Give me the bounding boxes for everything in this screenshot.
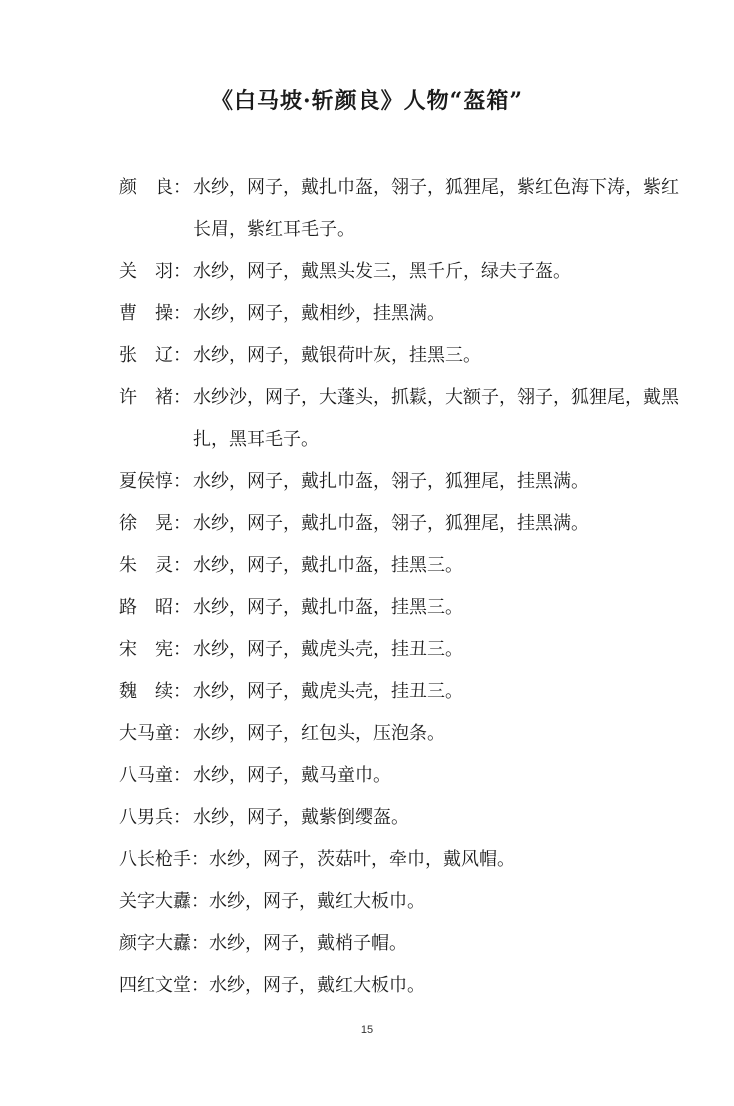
character-name: 关 羽：: [119, 261, 191, 282]
costume-description: 水纱，网子，戴相纱，挂黑满。: [193, 303, 445, 324]
character-name: 许 褚：: [119, 387, 191, 408]
list-item: [119, 461, 679, 503]
costume-description: 水纱，网子，红包头，压泡条。: [193, 723, 445, 744]
character-name: 关字大纛：: [119, 891, 209, 912]
character-name: 朱 灵：: [119, 555, 191, 576]
character-name: 张 辽：: [119, 345, 191, 366]
list-item: [119, 965, 679, 1007]
list-item: [119, 545, 679, 587]
list-item: [119, 335, 679, 377]
costume-description: 水纱，网子，戴扎巾盔，翎子，狐狸尾，挂黑满。: [193, 513, 589, 534]
character-name: 魏 续：: [119, 681, 191, 702]
list-item: [119, 671, 679, 713]
costume-description: 水纱，网子，戴虎头壳，挂丑三。: [193, 639, 463, 660]
list-item: [119, 377, 679, 461]
costume-description: 水纱，网子，戴梢子帽。: [209, 933, 407, 954]
character-name: 颜 良：: [119, 177, 191, 198]
character-name: 路 昭：: [119, 597, 191, 618]
costume-description: 水纱，网子，戴红大板巾。: [209, 975, 425, 996]
list-item: [119, 713, 679, 755]
list-item: [119, 755, 679, 797]
costume-description: 水纱，网子，戴黑头发三，黑千斤，绿夫子盔。: [193, 261, 571, 282]
costume-description: 水纱，网子，戴扎巾盔，挂黑三。: [193, 555, 463, 576]
character-name: 颜字大纛：: [119, 933, 209, 954]
character-name: 八长枪手：: [119, 849, 209, 870]
character-name: 夏侯惇：: [119, 471, 191, 492]
character-name: 大马童：: [119, 723, 191, 744]
costume-description: 水纱，网子，戴扎巾盔，挂黑三。: [193, 597, 463, 618]
list-item: [119, 839, 679, 881]
list-item: [119, 167, 679, 251]
character-name: 宋 宪：: [119, 639, 191, 660]
page-number: 15: [360, 1024, 374, 1036]
character-name: 四红文堂：: [119, 975, 209, 996]
costume-description: 水纱，网子，戴马童巾。: [193, 765, 391, 786]
costume-description: 水纱，网子，戴扎巾盔，翎子，狐狸尾，挂黑满。: [193, 471, 589, 492]
character-name: 徐 晃：: [119, 513, 191, 534]
list-item: [119, 293, 679, 335]
list-item: [119, 587, 679, 629]
list-item: [119, 923, 679, 965]
list-item: [119, 503, 679, 545]
costume-description: 水纱，网子，戴虎头壳，挂丑三。: [193, 681, 463, 702]
page-title: 《白马坡·斩颜良》人物“盔箱”: [211, 88, 523, 114]
costume-description: 水纱，网子，戴银荷叶灰，挂黑三。: [193, 345, 481, 366]
list-item: [119, 629, 679, 671]
character-name: 八男兵：: [119, 807, 191, 828]
costume-description: 水纱，网子，戴红大板巾。: [209, 891, 425, 912]
list-item: [119, 797, 679, 839]
character-name: 八马童：: [119, 765, 191, 786]
costume-description: 水纱，网子，茨菇叶，牵巾，戴风帽。: [209, 849, 515, 870]
character-name: 曹 操：: [119, 303, 191, 324]
costume-description: 水纱，网子，戴紫倒缨盔。: [193, 807, 409, 828]
costume-description: 水纱沙，网子，大蓬头，抓鬏，大额子，翎子，狐狸尾，戴黑扎，黑耳毛子。: [193, 387, 679, 450]
list-item: [119, 251, 679, 293]
entry-list: [119, 167, 679, 1007]
costume-description: 水纱，网子，戴扎巾盔，翎子，狐狸尾，紫红色海下涛，紫红长眉，紫红耳毛子。: [193, 177, 679, 240]
list-item: [119, 881, 679, 923]
